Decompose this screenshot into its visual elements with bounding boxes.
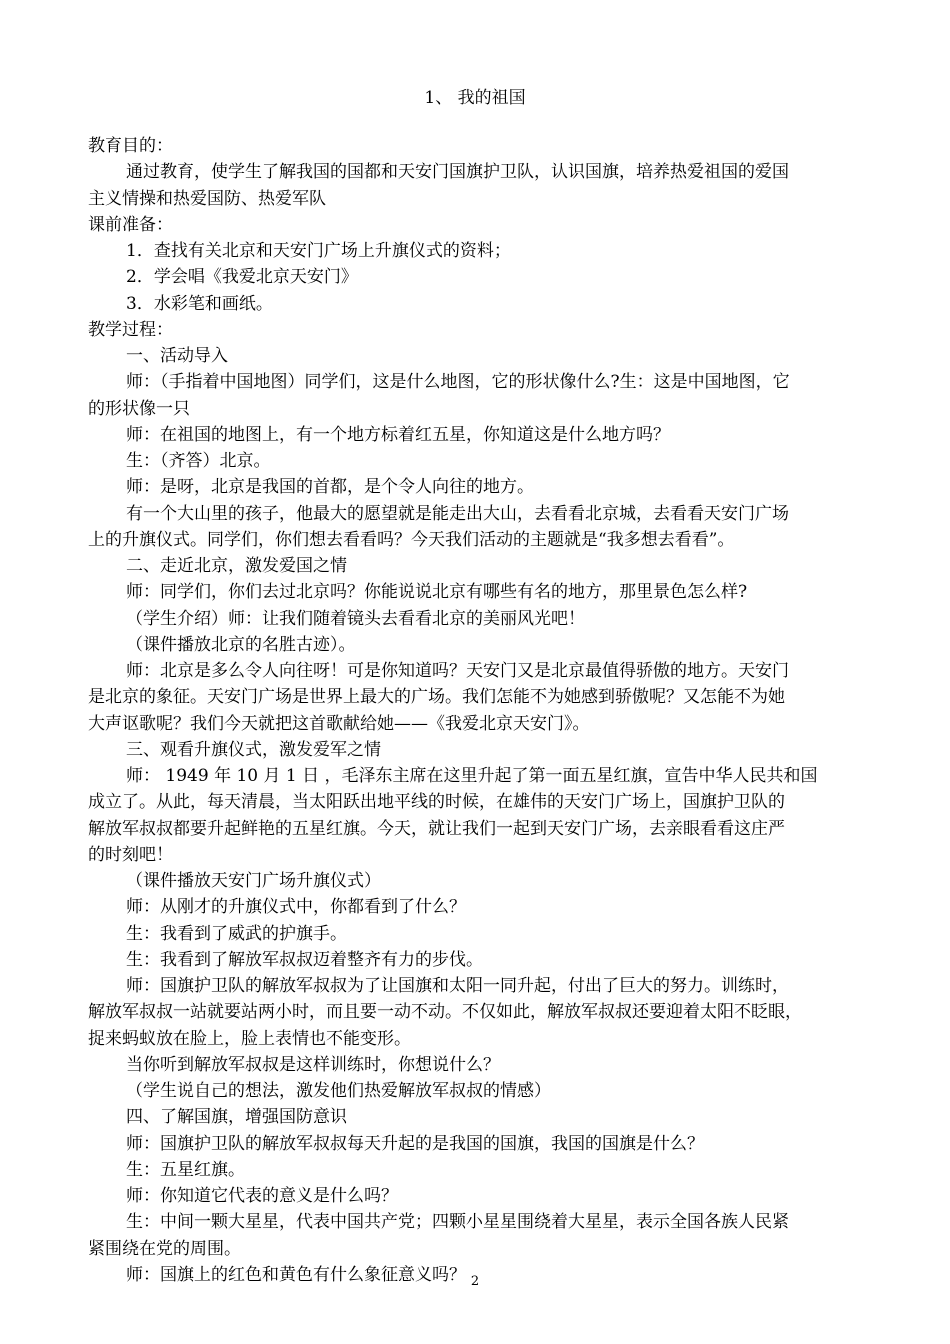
- text-line: 捉来蚂蚁放在脸上，脸上表情也不能变形。: [88, 1028, 411, 1049]
- text-line: 上的升旗仪式。同学们，你们想去看看吗？今天我们活动的主题就是“我多想去看看”。: [88, 529, 735, 550]
- text-line: 当你听到解放军叔叔是这样训练时，你想说什么？: [126, 1054, 500, 1075]
- text-line: 的形状像一只: [88, 398, 190, 419]
- text-line: 二、走近北京，激发爱国之情: [126, 556, 347, 576]
- text-line: 1．查找有关北京和天安门广场上升旗仪式的资料；: [126, 241, 511, 261]
- text-line: 主义情操和热爱国防、热爱军队: [88, 188, 326, 209]
- text-line: 一、活动导入: [126, 346, 228, 366]
- text-line: 生：我看到了解放军叔叔迈着整齐有力的步伐。: [126, 949, 483, 970]
- page-number: 2: [470, 1274, 480, 1289]
- text-line: 教学过程：: [88, 319, 173, 340]
- text-line: 3．水彩笔和画纸。: [126, 293, 273, 314]
- text-line: 师：你知道它代表的意义是什么吗？: [126, 1186, 398, 1206]
- text-line: 师：国旗上的红色和黄色有什么象征意义吗？: [126, 1264, 466, 1285]
- text-line: 大声讴歌呢？我们今天就把这首歌献给她——《我爱北京天安门》。: [88, 713, 590, 734]
- text-line: 师：从刚才的升旗仪式中，你都看到了什么？: [126, 897, 466, 918]
- text-line: 师：（手指着中国地图）同学们，这是什么地图，它的形状像什么?生：这是中国地图，它: [126, 372, 790, 393]
- text-line: 解放军叔叔一站就要站两小时，而且要一动不动。不仅如此，解放军叔叔还要迎着太阳不眨眼，: [88, 1002, 802, 1023]
- text-line: （课件播放天安门广场升旗仪式）: [126, 871, 381, 891]
- text-line: 2．学会唱《我爱北京天安门》: [126, 267, 358, 288]
- text-line: 三、观看升旗仪式，激发爱军之情: [126, 739, 381, 760]
- text-line: 四、了解国旗，增强国防意识: [126, 1107, 347, 1128]
- text-line: 生：我看到了威武的护旗手。: [126, 923, 347, 944]
- text-line: 成立了。从此，每天清晨，当太阳跃出地平线的时候，在雄伟的天安门广场上，国旗护卫队的: [88, 792, 785, 813]
- text-line: 课前准备：: [88, 214, 173, 235]
- text-line: 通过教育，使学生了解我国的国都和天安门国旗护卫队，认识国旗，培养热爱祖国的爱国: [126, 162, 789, 183]
- page-title: 1、 我的祖国: [424, 88, 526, 108]
- text-line: 教育目的：: [88, 136, 173, 156]
- text-line: 生：五星红旗。: [126, 1159, 245, 1180]
- text-line: 是北京的象征。天安门广场是世界上最大的广场。我们怎能不为她感到骄傲呢？又怎能不为她: [88, 687, 785, 708]
- text-line: 师：国旗护卫队的解放军叔叔每天升起的是我国的国旗，我国的国旗是什么？: [126, 1133, 704, 1154]
- text-line: 师：国旗护卫队的解放军叔叔为了让国旗和太阳一同升起，付出了巨大的努力。训练时，: [126, 976, 789, 996]
- text-line: 师：是呀，北京是我国的首都，是个令人向往的地方。: [126, 477, 534, 498]
- text-line: 生：（齐答）北京。: [126, 451, 271, 471]
- text-line: （学生说自己的想法，激发他们热爱解放军叔叔的情感）: [126, 1081, 551, 1101]
- text-line: 师：在祖国的地图上，有一个地方标着红五星，你知道这是什么地方吗？: [126, 424, 670, 445]
- text-line: 紧围绕在党的周围。: [88, 1238, 241, 1259]
- document-body: [88, 133, 882, 1288]
- text-line: 解放军叔叔都要升起鲜艳的五星红旗。今天，就让我们一起到天安门广场，去亲眼看看这庄严: [88, 818, 785, 839]
- text-line: 生：中间一颗大星星，代表中国共产党；四颗小星星围绕着大星星，表示全国各族人民紧: [126, 1212, 789, 1233]
- text-line: （课件播放北京的名胜古迹）。: [126, 634, 356, 655]
- text-line: 师：北京是多么令人向往呀！可是你知道吗？天安门又是北京最值得骄傲的地方。天安门: [126, 661, 789, 681]
- text-line: 师： 1949 年 10 月 1 日 ，毛泽东主席在这里升起了第一面五星红旗，宣告中华人民共和国: [126, 766, 818, 786]
- text-line: 师：同学们，你们去过北京吗？你能说说北京有哪些有名的地方，那里景色怎么样?: [126, 582, 748, 603]
- text-line: （学生介绍）师：让我们随着镜头去看看北京的美丽风光吧！: [126, 608, 585, 629]
- text-line: 的时刻吧！: [88, 844, 173, 865]
- text-line: 有一个大山里的孩子，他最大的愿望就是能走出大山，去看看北京城，去看看天安门广场: [126, 503, 789, 524]
